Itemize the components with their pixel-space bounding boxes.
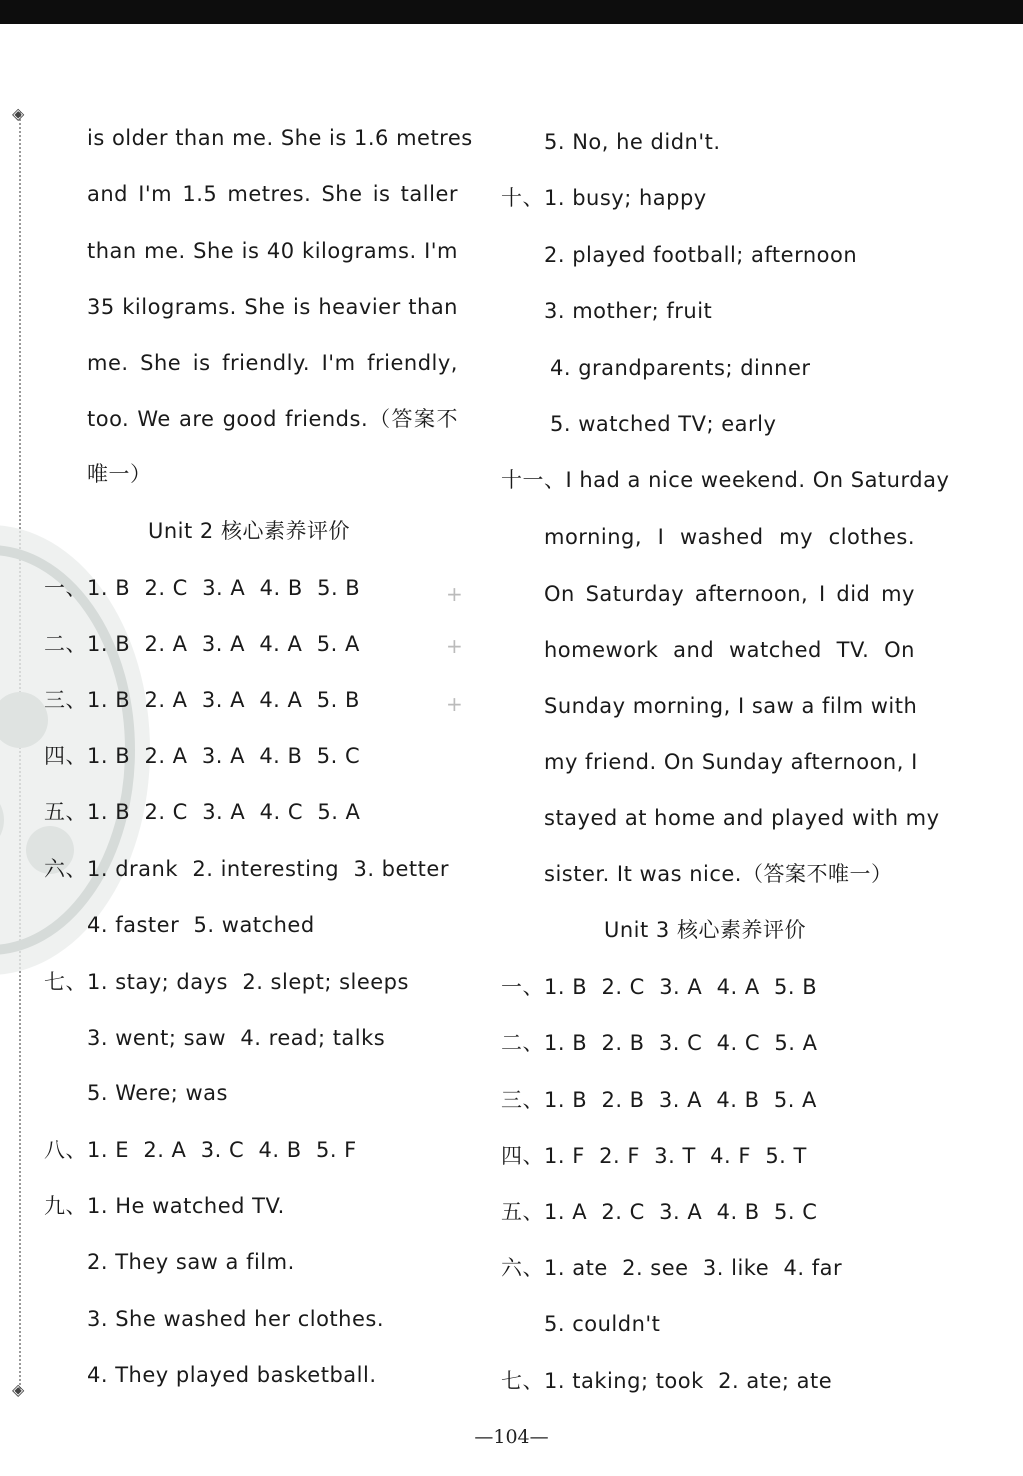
left-line: 唯一） — [87, 462, 152, 486]
right-line: sister. It was nice.（答案不唯一） — [544, 862, 893, 886]
answer-line: 5. watched TV; early — [550, 412, 777, 436]
answer-line: 4. grandparents; dinner — [550, 356, 811, 380]
page-number: —104— — [474, 1426, 549, 1448]
right-line: morning, I washed my clothes. — [544, 525, 915, 549]
crosshair-mark: + — [446, 634, 463, 658]
crosshair-mark: + — [446, 692, 463, 716]
answer-line: 十、1. busy; happy — [501, 186, 707, 210]
answer-line: 3. She washed her clothes. — [87, 1307, 385, 1331]
answer-line: 一、1. B 2. C 3. A 4. A 5. B — [501, 975, 818, 999]
answer-line: 五、1. B 2. C 3. A 4. C 5. A — [44, 800, 361, 824]
right-line: 十一、I had a nice weekend. On Saturday — [501, 468, 950, 492]
answer-line: 2. played football; afternoon — [544, 243, 858, 267]
section-heading: Unit 2 核心素养评价 — [148, 519, 350, 543]
right-line: On Saturday afternoon, I did my — [544, 582, 915, 606]
answer-line: 5. Were; was — [87, 1081, 228, 1105]
left-line: me. She is friendly. I'm friendly, — [87, 351, 458, 375]
scan-top-border — [0, 0, 1023, 24]
right-line: homework and watched TV. On — [544, 638, 915, 662]
answer-line: 一、1. B 2. C 3. A 4. B 5. B — [44, 576, 361, 600]
left-line: too. We are good friends.（答案不 — [87, 407, 458, 431]
left-line: and I'm 1.5 metres. She is taller — [87, 182, 458, 206]
crosshair-mark: + — [446, 582, 463, 606]
answer-line: 三、1. B 2. A 3. A 4. A 5. B — [44, 688, 360, 712]
answer-line: 3. mother; fruit — [544, 299, 713, 323]
answer-line: 四、1. F 2. F 3. T 4. F 5. T — [501, 1144, 807, 1168]
binding-diamond-icon: ◈ — [12, 104, 25, 123]
answer-line: 三、1. B 2. B 3. A 4. B 5. A — [501, 1088, 817, 1112]
answer-line: 4. faster 5. watched — [87, 913, 315, 937]
left-line: 35 kilograms. She is heavier than — [87, 295, 458, 319]
answer-line: 六、1. drank 2. interesting 3. better — [44, 857, 449, 881]
answer-line: 七、1. stay; days 2. slept; sleeps — [44, 970, 409, 994]
answer-line: 八、1. E 2. A 3. C 4. B 5. F — [44, 1138, 357, 1162]
answer-line: 4. They played basketball. — [87, 1363, 377, 1387]
binding-diamond-icon: ◈ — [12, 1380, 25, 1399]
answer-line: 二、1. B 2. B 3. C 4. C 5. A — [501, 1031, 818, 1055]
right-line: stayed at home and played with my — [544, 806, 940, 830]
answer-line: 二、1. B 2. A 3. A 4. A 5. A — [44, 632, 360, 656]
answer-line: 3. went; saw 4. read; talks — [87, 1026, 386, 1050]
answer-line: 五、1. A 2. C 3. A 4. B 5. C — [501, 1200, 818, 1224]
answer-line: 5. couldn't — [544, 1312, 661, 1336]
answer-line: 六、1. ate 2. see 3. like 4. far — [501, 1256, 843, 1280]
section-heading: Unit 3 核心素养评价 — [604, 918, 806, 942]
answer-line: 5. No, he didn't. — [544, 130, 721, 154]
answer-line: 九、1. He watched TV. — [44, 1194, 285, 1218]
answer-line: 七、1. taking; took 2. ate; ate — [501, 1369, 833, 1393]
answer-line: 2. They saw a film. — [87, 1250, 295, 1274]
answer-line: 四、1. B 2. A 3. A 4. B 5. C — [44, 744, 361, 768]
left-line: is older than me. She is 1.6 metres — [87, 126, 473, 150]
left-line: than me. She is 40 kilograms. I'm — [87, 239, 458, 263]
right-line: Sunday morning, I saw a film with — [544, 694, 918, 718]
right-line: my friend. On Sunday afternoon, I — [544, 750, 918, 774]
